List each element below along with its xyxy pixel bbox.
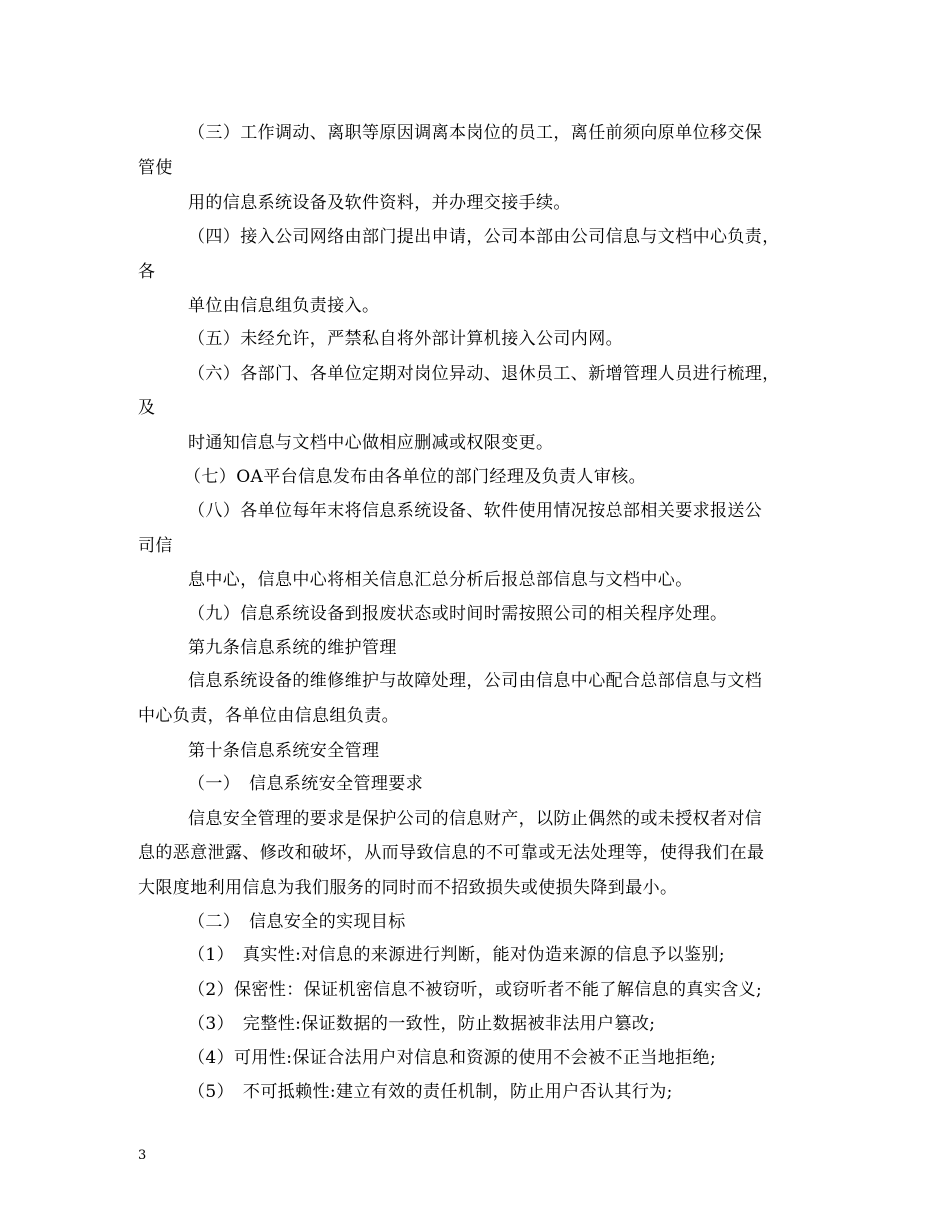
text-line: （八）各单位每年末将信息系统设备、软件使用情况按总部相关要求报送公 — [188, 501, 763, 521]
text-line: （五）未经允许，严禁私自将外部计算机接入公司内网。 — [188, 329, 623, 349]
text-line: （六）各部门、各单位定期对岗位异动、退休员工、新增管理人员进行梳理， — [188, 364, 780, 384]
page-number: 3 — [138, 1148, 147, 1163]
text-line: 大限度地利用信息为我们服务的同时而不招致损失或使损失降到最小。 — [138, 878, 678, 898]
section-heading: 第十条信息系统安全管理 — [188, 741, 380, 761]
text-line: （三）工作调动、离职等原因调离本岗位的员工，离任前须向原单位移交保 — [188, 123, 763, 143]
text-line: 信息系统设备的维修维护与故障处理，公司由信息中心配合总部信息与文档 — [188, 671, 763, 691]
section-heading: 第九条信息系统的维护管理 — [188, 638, 397, 658]
text-line: 用的信息系统设备及软件资料，并办理交接手续。 — [188, 193, 571, 213]
text-line: （四）接入公司网络由部门提出申请，公司本部由公司信息与文档中心负责， — [188, 227, 780, 247]
text-line: （七）OA平台信息发布由各单位的部门经理及负责人审核。 — [184, 467, 647, 487]
text-line: 司信 — [138, 536, 173, 556]
text-line: （九）信息系统设备到报废状态或时间时需按照公司的相关程序处理。 — [188, 604, 728, 624]
text-line: 时通知信息与文档中心做相应删减或权限变更。 — [188, 433, 554, 453]
text-line: 单位由信息组负责接入。 — [188, 296, 380, 316]
text-line: 信息安全管理的要求是保护公司的信息财产，以防止偶然的或未授权者对信 — [188, 809, 763, 829]
list-item: （5） 不可抵赖性:建立有效的责任机制，防止用户否认其行为; — [188, 1082, 673, 1102]
list-item: （3） 完整性:保证数据的一致性，防止数据被非法用户篡改; — [188, 1014, 656, 1034]
text-line: 各 — [138, 262, 156, 282]
text-line: 管使 — [138, 158, 173, 178]
list-item: （2）保密性：保证机密信息不被窃听，或窃听者不能了解信息的真实含义; — [188, 980, 763, 1000]
text-line: 息中心，信息中心将相关信息汇总分析后报总部信息与文档中心。 — [188, 570, 693, 590]
list-item: （1） 真实性:对信息的来源进行判断，能对伪造来源的信息予以鉴别; — [188, 945, 725, 965]
text-line: 中心负责，各单位由信息组负责。 — [138, 706, 399, 726]
subsection-heading: （二） 信息安全的实现目标 — [188, 912, 406, 932]
list-item: （4）可用性:保证合法用户对信息和资源的使用不会被不正当地拒绝; — [188, 1048, 717, 1068]
subsection-heading: （一） 信息系统安全管理要求 — [188, 774, 424, 794]
text-line: 息的恶意泄露、修改和破坏，从而导致信息的不可靠或无法处理等，使得我们在最 — [138, 843, 765, 863]
text-line: 及 — [138, 398, 156, 418]
